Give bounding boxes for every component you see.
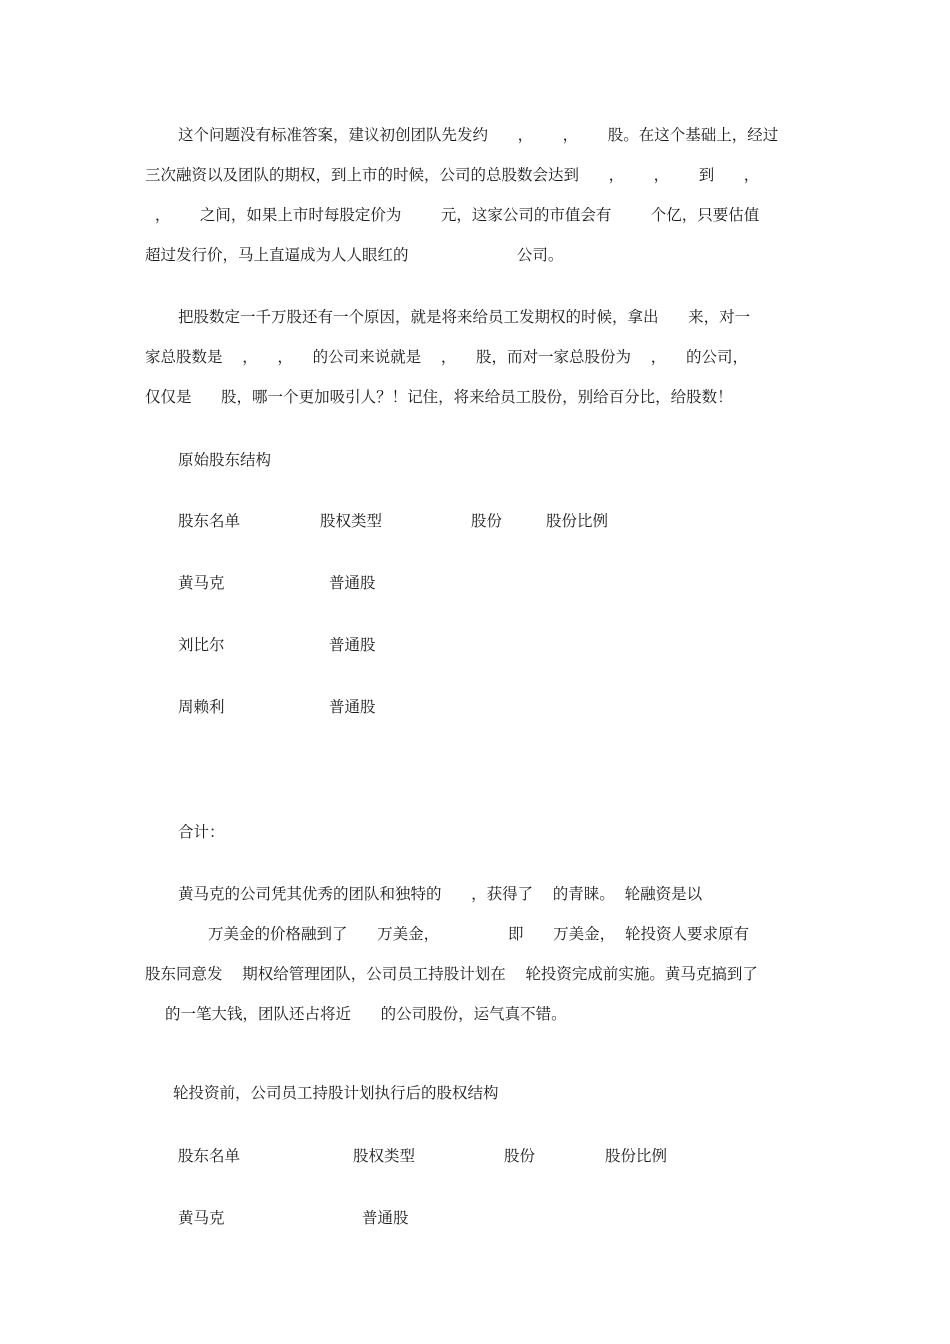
table-2-header-ratio: 股份比例 — [605, 1147, 668, 1165]
table-2-title: 轮投资前，公司员工持股计划执行后的股权结构 — [173, 1084, 499, 1102]
table-1-row-2-type: 普通股 — [329, 636, 376, 654]
paragraph-2-line-1: 把股数定一千万股还有一个原因，就是将来给员工发期权的时候，拿出 来，对一 — [178, 308, 751, 326]
table-2-header-name: 股东名单 — [178, 1147, 241, 1165]
paragraph-3-line-2: 万美金的价格融到了 万美金， 即 万美金， 轮投资人要求原有 — [208, 925, 749, 943]
table-1-row-1-name: 黄马克 — [178, 574, 225, 592]
paragraph-1-line-4: 超过发行价，马上直逼成为人人眼红的 公司。 — [145, 246, 564, 264]
table-2-row-1-name: 黄马克 — [178, 1209, 225, 1227]
paragraph-1-line-2: 三次融资以及团队的期权，到上市的时候，公司的总股数会达到 ， ， 到 ， — [145, 166, 760, 184]
table-2-row-1-type: 普通股 — [362, 1209, 409, 1227]
paragraph-2-line-2: 家总股数是 ， ， 的公司来说就是 ， 股，而对一家总股份为 ， 的公司， — [145, 348, 748, 366]
table-1-row-2-name: 刘比尔 — [178, 636, 225, 654]
table-1-header-name: 股东名单 — [178, 512, 241, 530]
table-2-header-type: 股权类型 — [353, 1147, 416, 1165]
table-1-row-3-name: 周赖利 — [178, 698, 225, 716]
paragraph-1-line-1: 这个问题没有标准答案，建议初创团队先发约 ， ， 股。在这个基础上，经过 — [178, 126, 779, 144]
paragraph-3-line-1: 黄马克的公司凭其优秀的团队和独特的 ，获得了 的青睐。 轮融资是以 — [178, 885, 703, 903]
table-1-title: 原始股东结构 — [178, 451, 272, 469]
table-1-header-type: 股权类型 — [320, 512, 383, 530]
paragraph-2-line-3: 仅仅是 股，哪一个更加吸引人？！记住，将来给员工股份，别给百分比，给股数！ — [145, 388, 733, 406]
table-1-header-ratio: 股份比例 — [546, 512, 609, 530]
paragraph-1-line-3: ， 之间，如果上市时每股定价为 元，这家公司的市值会有 个亿，只要估值 — [145, 206, 760, 224]
table-1-row-1-type: 普通股 — [329, 574, 376, 592]
paragraph-3-line-3: 股东同意发 期权给管理团队，公司员工持股计划在 轮投资完成前实施。黄马克搞到了 — [145, 965, 758, 983]
paragraph-3-line-4: 的一笔大钱，团队还占将近 的公司股份，运气真不错。 — [165, 1005, 567, 1023]
table-2-header-shares: 股份 — [504, 1147, 536, 1165]
table-1-total-label: 合计： — [178, 823, 225, 841]
table-1-row-3-type: 普通股 — [329, 698, 376, 716]
table-1-header-shares: 股份 — [471, 512, 503, 530]
